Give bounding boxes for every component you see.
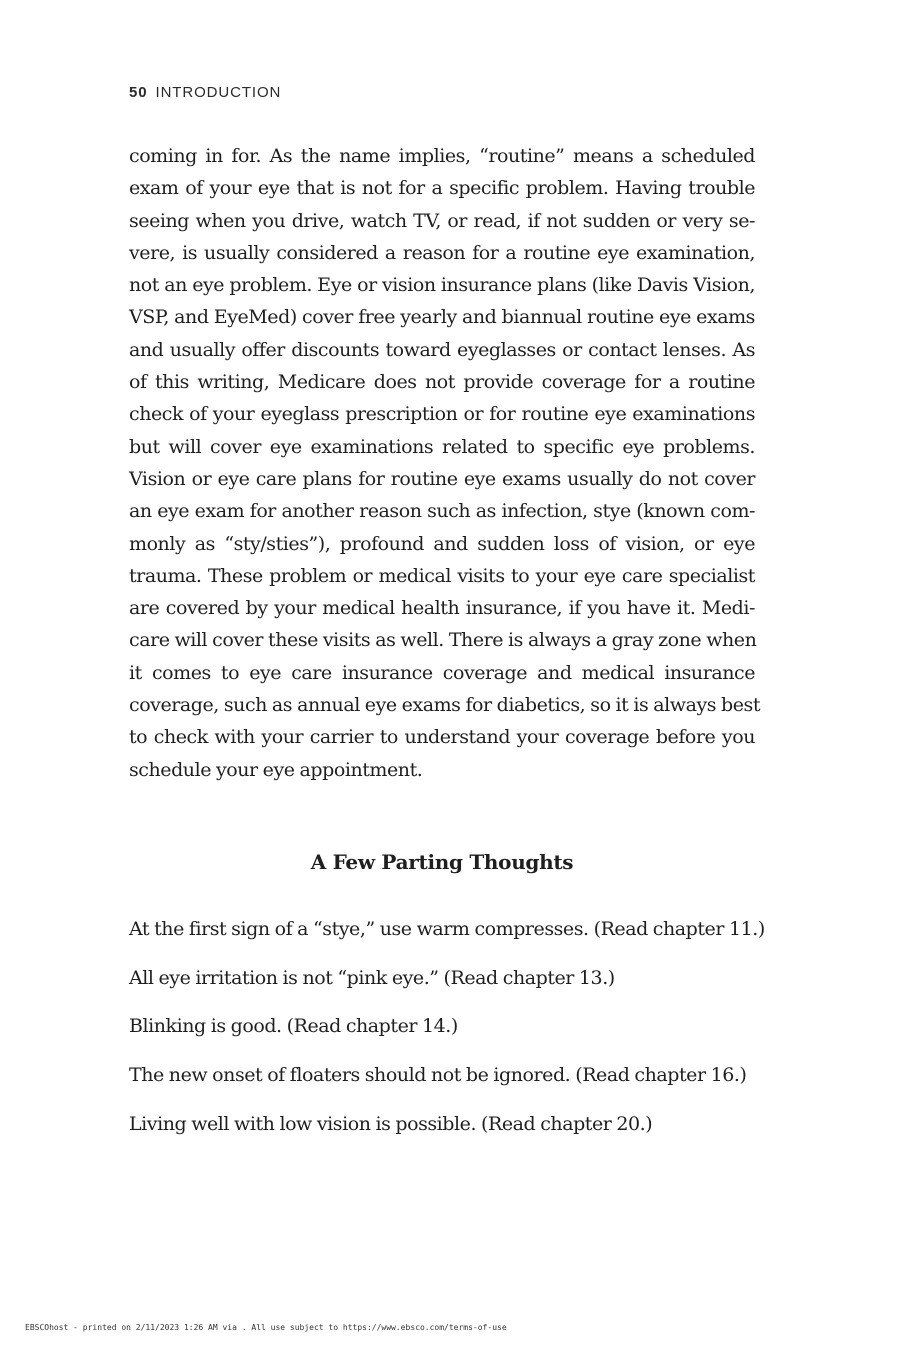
list-item: The new onset of floaters should not be ignored. (Read chapter 16.) — [129, 1064, 747, 1087]
body-line: are covered by your medical health insurance, if you have it. Medi- — [129, 597, 755, 620]
body-line: coming in for. As the name implies, “routine” means a scheduled — [129, 145, 755, 167]
section-heading: A Few Parting Thoughts — [310, 850, 574, 874]
body-line: and usually offer discounts toward eyeglasses or contact lenses. As — [129, 338, 755, 361]
body-line: of this writing, Medicare does not provide coverage for a routine — [129, 371, 755, 394]
body-line: VSP, and EyeMed) cover free yearly and biannual routine eye exams — [129, 306, 755, 329]
body-line: monly as “sty/sties”), profound and sudden loss of vision, or eye — [129, 532, 755, 555]
body-line: seeing when you drive, watch TV, or read, if not sudden or very se- — [129, 209, 755, 232]
list-item: At the first sign of a “stye,” use warm compresses. (Read chapter 11.) — [129, 918, 765, 940]
running-head-title: INTRODUCTION — [155, 84, 282, 101]
list-item: Living well with low vision is possible. (Read chapter 20.) — [129, 1112, 653, 1135]
parting-thoughts-list — [129, 913, 769, 1156]
body-line: coverage, such as annual eye exams for diabetics, so it is always best — [129, 694, 761, 717]
body-line: trauma. These problem or medical visits to your eye care specialist — [129, 564, 755, 587]
body-line: it comes to eye care insurance coverage and medical insurance — [129, 661, 755, 684]
body-line: an eye exam for another reason such as infection, stye (known com- — [129, 500, 755, 523]
body-line: but will cover eye examinations related to specific eye problems. — [129, 435, 755, 458]
footer-note: EBSCOhost - printed on 2/11/2023 1:26 AM via . All use subject to https://www.ebsco.com/terms-of-use — [25, 1323, 507, 1332]
body-paragraph — [129, 140, 761, 786]
list-item: Blinking is good. (Read chapter 14.) — [129, 1015, 458, 1038]
list-item: All eye irritation is not “pink eye.” (Read chapter 13.) — [129, 966, 615, 989]
body-line: schedule your eye appointment. — [129, 758, 423, 781]
body-line: not an eye problem. Eye or vision insurance plans (like Davis Vision, — [129, 274, 755, 297]
body-line: check of your eyeglass prescription or for routine eye examinations — [129, 403, 755, 426]
body-line: Vision or eye care plans for routine eye exams usually do not cover — [129, 467, 755, 490]
body-line: to check with your carrier to understand your coverage before you — [129, 726, 755, 749]
body-line: exam of your eye that is not for a specific problem. Having trouble — [129, 177, 755, 200]
body-line: care will cover these visits as well. There is always a gray zone when — [129, 629, 757, 652]
body-line: vere, is usually considered a reason for a routine eye examination, — [129, 241, 755, 264]
running-head — [129, 84, 281, 101]
page-number: 50 — [129, 84, 148, 101]
